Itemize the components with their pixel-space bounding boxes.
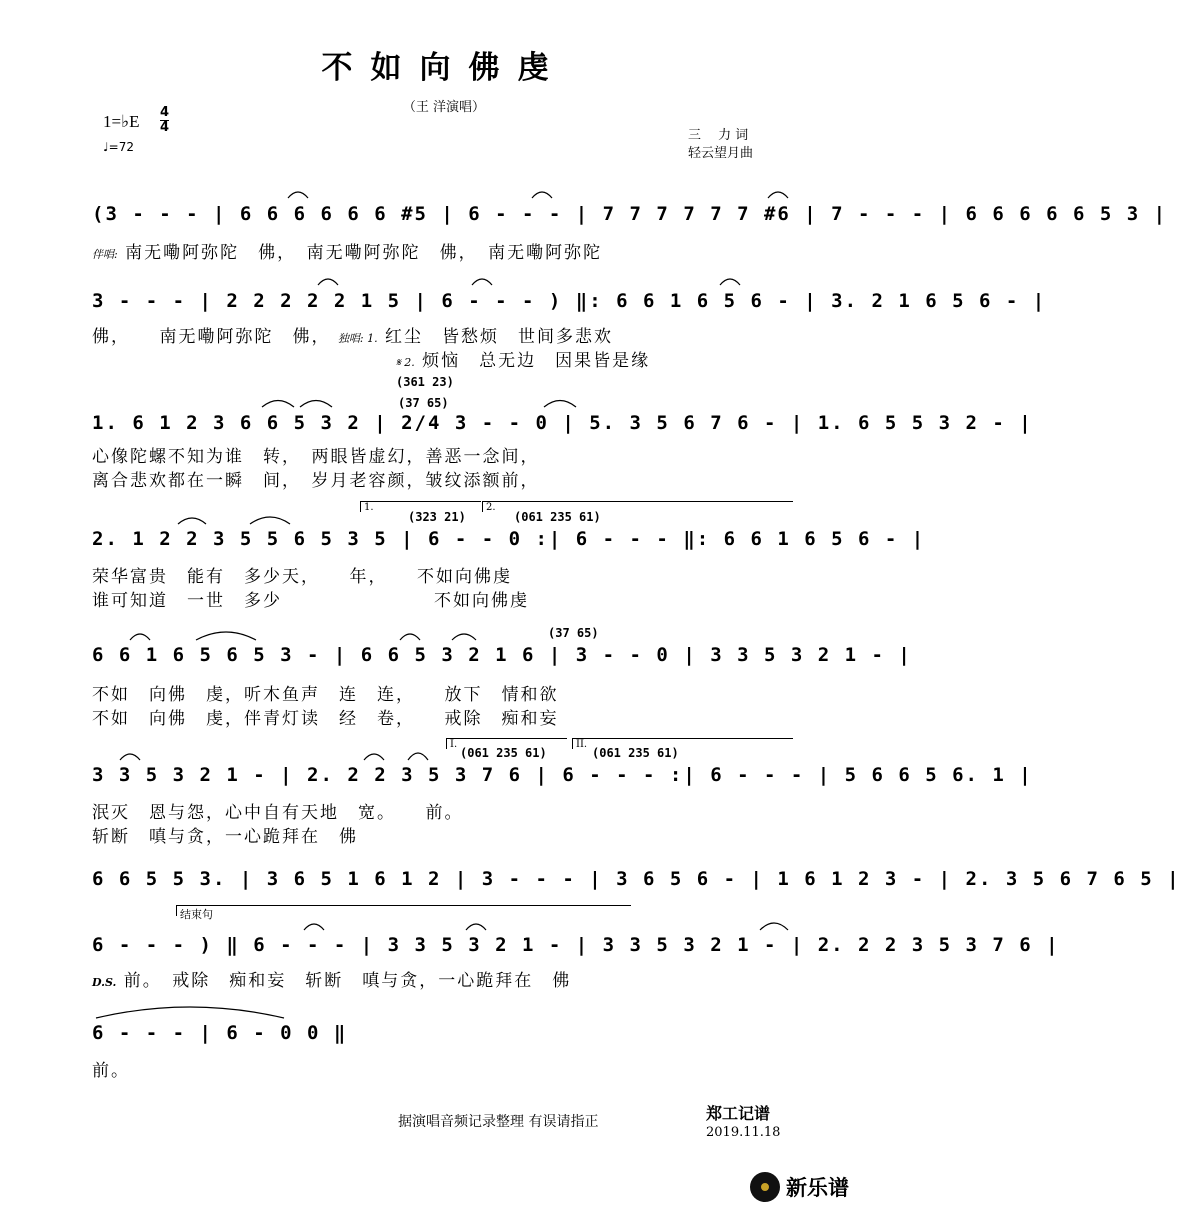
grace-notes: (061 235 61) — [592, 746, 679, 760]
notation-line-4: 2. 1 2 2 3 5 5 6 5 3 5 | 6 - - 0 :| 6 - - - ‖: 6 6 1 6 5 6 - | — [92, 528, 926, 550]
notation-line-5: 6 6 1 6 5 6 5 3 - | 6 6 5 3 2 1 6 | 3 - - 0 | 3 3 5 3 2 1 - | — [92, 644, 912, 666]
lyric-line-3b: 离合悲欢都在一瞬 间， 岁月老容颜，皱纹添额前， — [92, 471, 540, 491]
record-disc-icon — [750, 1172, 780, 1202]
coda-label: 结束句 — [180, 908, 213, 921]
lyric-line-4a: 荣华富贵 能有 多少天， 年， 不如向佛虔 — [92, 567, 512, 587]
composer-credit: 轻云望月曲 — [688, 146, 754, 161]
grace-notes: (37 65) — [548, 626, 599, 640]
first-ending-bracket-roman: I. — [446, 738, 567, 749]
second-ending-bracket: 2. — [482, 501, 793, 512]
second-ending-bracket-roman: II. — [572, 738, 793, 749]
dal-segno-marker: D.S. — [92, 976, 117, 989]
time-signature-bottom: 4 — [160, 120, 170, 135]
notation-line-9: 6 - - - | 6 - 0 0 ‖ — [92, 1022, 348, 1044]
notation-line-3: 1. 6 1 2 3 6 6 5 3 2 | 2/4 3 - - 0 | 5. 3 5 6 7 6 - | 1. 6 5 5 3 2 - | — [92, 412, 1033, 434]
grace-notes: (361 23) — [396, 375, 454, 389]
notation-line-2: 3 - - - | 2 2 2 2 2 1 5 | 6 - - - ) ‖: 6 6 1 6 5 6 - | 3. 2 1 6 5 6 - | — [92, 290, 1047, 312]
notation-line-1: (3 - - - | 6 6 6 6 6 6 #5 | 6 - - - | 7 7 7 7 7 7 #6 | 7 - - - | 6 6 6 6 6 5 3 | — [92, 203, 1168, 225]
lyric-line-6b: 斩断 嗔与贪，一心跪拜在 佛 — [92, 827, 358, 847]
transcription-note: 据演唱音频记录整理 有误请指正 — [398, 1114, 599, 1130]
lyric-text: 烦恼 总无边 因果皆是缘 — [422, 351, 651, 371]
lyric-line-4b: 谁可知道 一世 多少 不如向佛虔 — [92, 591, 529, 611]
key-signature: 1=♭E — [103, 112, 140, 131]
lyric-text: 前。 戒除 痴和妄 斩断 嗔与贪，一心跪拜在 佛 — [123, 971, 572, 991]
first-ending-bracket: 1. — [360, 501, 481, 512]
watermark-logo — [750, 1172, 849, 1202]
copyist-credit: 郑工记谱 — [706, 1104, 771, 1123]
notation-line-7: 6 6 5 5 3. | 3 6 5 1 6 1 2 | 3 - - - | 3 6 5 6 - | 1 6 1 2 3 - | 2. 3 5 6 7 6 5 | — [92, 868, 1181, 890]
notation-line-6: 3 3 5 3 2 1 - | 2. 2 2 3 5 3 7 6 | 6 - - - :| 6 - - - | 5 6 6 5 6. 1 | — [92, 764, 1033, 786]
segno-verse-marker: 𝄋 2. — [396, 356, 415, 369]
lyric-text: 南无嘞阿弥陀 佛， 南无嘞阿弥陀 佛， 南无嘞阿弥陀 — [125, 243, 603, 263]
lyric-line-9: 前。 — [92, 1061, 130, 1081]
grace-notes: (37 65) — [398, 396, 449, 410]
watermark-text: 新乐谱 — [786, 1176, 849, 1200]
verse-marker: 独唱: 1. — [337, 332, 378, 345]
grace-notes: (061 235 61) — [460, 746, 547, 760]
song-title: 不如向佛虔 — [321, 50, 567, 86]
grace-notes: (323 21) — [408, 510, 466, 524]
lyric-role-tag: 伴唱: — [92, 248, 118, 261]
lyric-line-5a: 不如 向佛 虔，听木鱼声 连 连， 放下 情和欲 — [92, 685, 559, 705]
notation-line-8: 6 - - - ) ‖ 6 - - - | 3 3 5 3 2 1 - | 3 3 5 3 2 1 - | 2. 2 2 3 5 3 7 6 | — [92, 934, 1060, 956]
singer-credit: （王 洋演唱） — [402, 100, 486, 115]
lyric-line-5b: 不如 向佛 虔，伴青灯读 经 卷， 戒除 痴和妄 — [92, 709, 559, 729]
grace-notes: (061 235 61) — [514, 510, 601, 524]
transcription-date: 2019.11.18 — [706, 1125, 781, 1140]
lyric-text: 佛， 南无嘞阿弥陀 佛， — [92, 327, 331, 347]
tempo-marking: ♩=72 — [103, 140, 134, 154]
lyricist-credit: 三 力 词 — [688, 128, 749, 143]
lyric-text: 红尘 皆愁烦 世间多悲欢 — [385, 327, 614, 347]
lyric-line-3a: 心像陀螺不知为谁 转， 两眼皆虚幻，善恶一念间， — [92, 447, 540, 467]
time-signature-top: 4 — [160, 105, 170, 120]
lyric-line-6a: 泯灭 恩与怨，心中自有天地 宽。 前。 — [92, 803, 464, 823]
